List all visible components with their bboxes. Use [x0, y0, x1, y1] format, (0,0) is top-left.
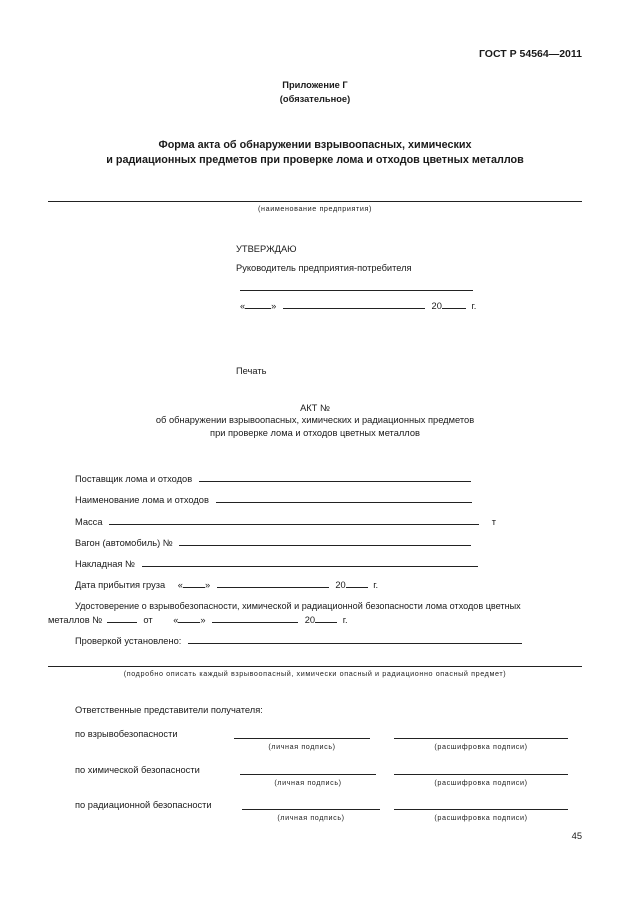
- rep-chemical-label: по химической безопасности: [75, 765, 200, 775]
- arrival-open: «: [177, 580, 183, 590]
- approve-date-open: «: [240, 301, 246, 311]
- certificate-suffix: г.: [342, 615, 348, 625]
- form-title-line2: и радиационных предметов при проверке лома и отходов цветных металлов: [106, 154, 524, 166]
- supplier-row: [75, 472, 471, 484]
- approve-year-blank: [442, 299, 466, 309]
- arrival-row: [75, 578, 378, 590]
- arrival-label: Дата прибытия груза: [75, 580, 166, 590]
- certificate-open: «: [173, 615, 179, 625]
- certificate-year-prefix: 20: [304, 615, 316, 625]
- wagon-blank: [179, 536, 471, 546]
- rep-chemical-decoding-caption: (расшифровка подписи): [434, 778, 528, 787]
- approve-label: УТВЕРЖДАЮ: [236, 244, 297, 254]
- rep-chemical-signature-caption: (личная подпись): [274, 778, 342, 787]
- approve-date-row: [240, 299, 476, 311]
- supplier-blank: [199, 472, 471, 482]
- certificate-year-blank: [315, 613, 337, 623]
- certificate-line2: [48, 613, 348, 625]
- mass-unit: т: [491, 517, 496, 527]
- act-title: АКТ №: [300, 403, 330, 413]
- approve-signature-line: [240, 290, 473, 291]
- seal-label: Печать: [236, 366, 267, 376]
- scrap-name-row: [75, 493, 472, 505]
- mass-row: [75, 515, 496, 527]
- mass-label: Масса: [75, 517, 103, 527]
- scrap-name-label: Наименование лома и отходов: [75, 495, 209, 505]
- rep-explosion-label: по взрывобезопасности: [75, 729, 178, 739]
- rep-radiation-label: по радиационной безопасности: [75, 800, 212, 810]
- certificate-day-blank: [178, 613, 200, 623]
- approve-year-prefix: 20: [431, 301, 442, 311]
- approve-year-suffix: г.: [471, 301, 477, 311]
- act-line2: при проверке лома и отходов цветных металлов: [210, 428, 420, 438]
- act-line1: об обнаружении взрывоопасных, химических и радиационных предметов: [155, 415, 475, 425]
- certificate-number-label: металлов №: [48, 615, 103, 625]
- wagon-row: [75, 536, 471, 548]
- scrap-name-blank: [216, 493, 472, 503]
- check-row: [75, 634, 522, 646]
- rep-radiation-signature-caption: (личная подпись): [277, 813, 345, 822]
- representatives-title: Ответственные представители получателя:: [75, 705, 263, 715]
- rep-explosion-decoding-line: [394, 738, 568, 739]
- enterprise-caption: (наименование предприятия): [258, 204, 372, 213]
- mass-blank: [109, 515, 479, 525]
- appendix-title: Приложение Г: [282, 80, 348, 90]
- appendix-note: (обязательное): [279, 94, 351, 104]
- page-number: 45: [571, 831, 582, 841]
- arrival-month-blank: [217, 578, 329, 588]
- rep-chemical-signature-line: [240, 774, 376, 775]
- rep-explosion-signature-line: [234, 738, 370, 739]
- check-blank: [188, 634, 522, 644]
- certificate-close: »: [200, 615, 206, 625]
- certificate-from-label: от: [143, 615, 153, 625]
- rep-radiation-decoding-line: [394, 809, 568, 810]
- invoice-row: [75, 557, 478, 569]
- arrival-year-blank: [346, 578, 368, 588]
- certificate-line1: Удостоверение о взрывобезопасности, химической и радиационной безопасности лома отходов цветных: [75, 601, 521, 611]
- description-line: [48, 666, 582, 667]
- invoice-label: Накладная №: [75, 559, 135, 569]
- form-title-line1: Форма акта об обнаружении взрывоопасных, химических: [158, 139, 472, 151]
- rep-radiation-decoding-caption: (расшифровка подписи): [434, 813, 528, 822]
- arrival-year-prefix: 20: [335, 580, 346, 590]
- description-caption: (подробно описать каждый взрывоопасный, химически опасный и радиационно опасный предмет): [123, 669, 507, 678]
- certificate-number-blank: [107, 613, 137, 623]
- approve-date-close: »: [271, 301, 277, 311]
- arrival-day-blank: [183, 578, 205, 588]
- approve-day-blank: [245, 299, 271, 309]
- rep-chemical-decoding-line: [394, 774, 568, 775]
- standard-header: ГОСТ Р 54564—2011: [478, 48, 582, 60]
- approve-position: Руководитель предприятия-потребителя: [236, 263, 412, 273]
- rep-explosion-signature-caption: (личная подпись): [268, 742, 336, 751]
- enterprise-name-line: [48, 201, 582, 202]
- invoice-blank: [142, 557, 478, 567]
- arrival-close: »: [204, 580, 211, 590]
- check-label: Проверкой установлено:: [75, 636, 182, 646]
- certificate-month-blank: [212, 613, 298, 623]
- supplier-label: Поставщик лома и отходов: [75, 474, 193, 484]
- rep-radiation-signature-line: [242, 809, 380, 810]
- rep-explosion-decoding-caption: (расшифровка подписи): [434, 742, 528, 751]
- approve-month-blank: [283, 299, 425, 309]
- wagon-label: Вагон (автомобиль) №: [75, 538, 173, 548]
- arrival-suffix: г.: [373, 580, 379, 590]
